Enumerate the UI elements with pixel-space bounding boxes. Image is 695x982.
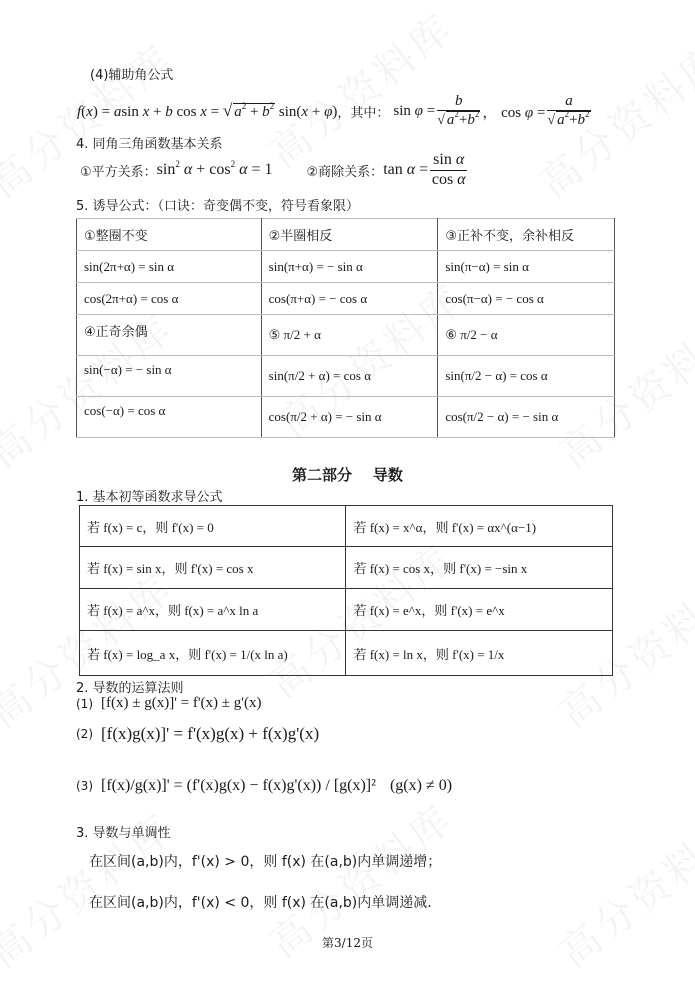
table-row [77,283,615,315]
table-cell: sin(2π+α) = sin α [77,251,262,283]
table-cell: 若 f(x) = c，则 f'(x) = 0 [80,506,346,547]
table-cell: 若 f(x) = ln x，则 f'(x) = 1/x [346,631,613,676]
table-cell: ⑤ π/2 + α [261,315,438,356]
item4-relations: ①平方关系： $\sin^2 \alpha + \cos^2 \alpha = 1$ ②商除关系： tan α = $\frac{\text{sin α}}{\text{cos α}}$ [80,151,466,188]
table-cell: cos(π/2 − α) = − sin α [438,397,615,438]
rule-formula: [f(x)g(x)]' = f'(x)g(x) + f(x)g'(x) [101,724,320,743]
table-cell: cos(π−α) = − cos α [438,283,615,315]
rule-condition: (g(x) ≠ 0) [389,777,453,794]
table-row [77,356,615,397]
item4-heading: 4. 同角三角函数基本关系 [76,137,223,152]
quotient-relation-label: ②商除关系： [306,164,384,180]
rule-formula: [f(x)/g(x)]' = (f'(x)g(x) − f(x)g'(x)) / [g(x)]² [101,777,376,794]
page-number: 第3/12页 [322,936,373,950]
table-row [77,315,615,356]
table-cell: sin(π/2 − α) = cos α [438,356,615,397]
table-cell: 若 f(x) = log_a x，则 f'(x) = 1/(x ln a) [80,631,346,676]
table-cell: ①整圈不变 [77,219,262,251]
where-label: ，其中： [337,105,390,121]
table-row [80,547,613,589]
monotonic-decreasing: 在区间(a,b)内，f'(x) < 0，则 f(x) 在(a,b)内单调递减. [89,895,432,911]
table-cell: cos(−α) = cos α [77,397,262,438]
table-row [77,251,615,283]
monotonic-increasing: 在区间(a,b)内，f'(x) > 0，则 f(x) 在(a,b)内单调递增； [89,854,442,870]
table-row [77,219,615,251]
table-row [77,397,615,438]
table-row [80,506,613,547]
table-cell: ⑥ π/2 − α [438,315,615,356]
table-cell: cos(π+α) = − cos α [261,283,438,315]
rule-3 [76,762,452,810]
rule-label: (2) [76,727,93,741]
part2-title: 第二部分 导数 [292,466,403,484]
derivative-formula-table [79,505,613,676]
square-relation-label: ①平方关系： [80,164,157,180]
table-row [80,631,613,676]
rule-1 [76,695,261,712]
table-cell: ②半圈相反 [261,219,438,251]
item5-heading: 5. 诱导公式：（口诀：奇变偶不变，符号看象限） [76,199,360,214]
table-cell: 若 f(x) = sin x，则 f'(x) = cos x [80,547,346,589]
table-cell: sin(π/2 + α) = cos α [261,356,438,397]
item3-heading: 3. 导数与单调性 [76,826,171,841]
rule-formula: [f(x) ± g(x)]' = f'(x) ± g'(x) [101,695,262,711]
table-cell: sin(π+α) = − sin α [261,251,438,283]
item1-heading: 1. 基本初等函数求导公式 [76,490,223,505]
aux-angle-formula: f(x) = asin x + b cos x = √ $a^2 + b^2$ sin(x + φ) ，其中： sin φ = $\frac{b}{√ a^2+b^2}$ ， cos φ = $\frac{a}{√ a^2+b^2}$ [77,92,590,128]
rule-label: (1) [76,696,93,711]
induction-formula-table [76,218,615,438]
table-cell: 若 f(x) = cos x，则 f'(x) = −sin x [346,547,613,589]
item2-heading: 2. 导数的运算法则 [76,681,184,696]
table-cell: 若 f(x) = e^x，则 f'(x) = e^x [346,589,613,631]
table-cell: 若 f(x) = a^x，则 f(x) = a^x ln a [80,589,346,631]
table-cell: cos(2π+α) = cos α [77,283,262,315]
table-cell: ③正补不变，余补相反 [438,219,615,251]
table-cell: sin(π−α) = sin α [438,251,615,283]
table-cell: sin(−α) = − sin α [77,356,262,397]
table-cell: ④正奇余偶 [77,315,262,356]
aux-angle-heading: (4)辅助角公式 [90,68,174,83]
rule-label: (3) [76,779,93,793]
watermark [546,798,695,978]
table-row [80,589,613,631]
table-cell: cos(π/2 + α) = − sin α [261,397,438,438]
rule-2 [76,724,319,744]
table-cell: 若 f(x) = x^α，则 f'(x) = αx^(α−1) [346,506,613,547]
